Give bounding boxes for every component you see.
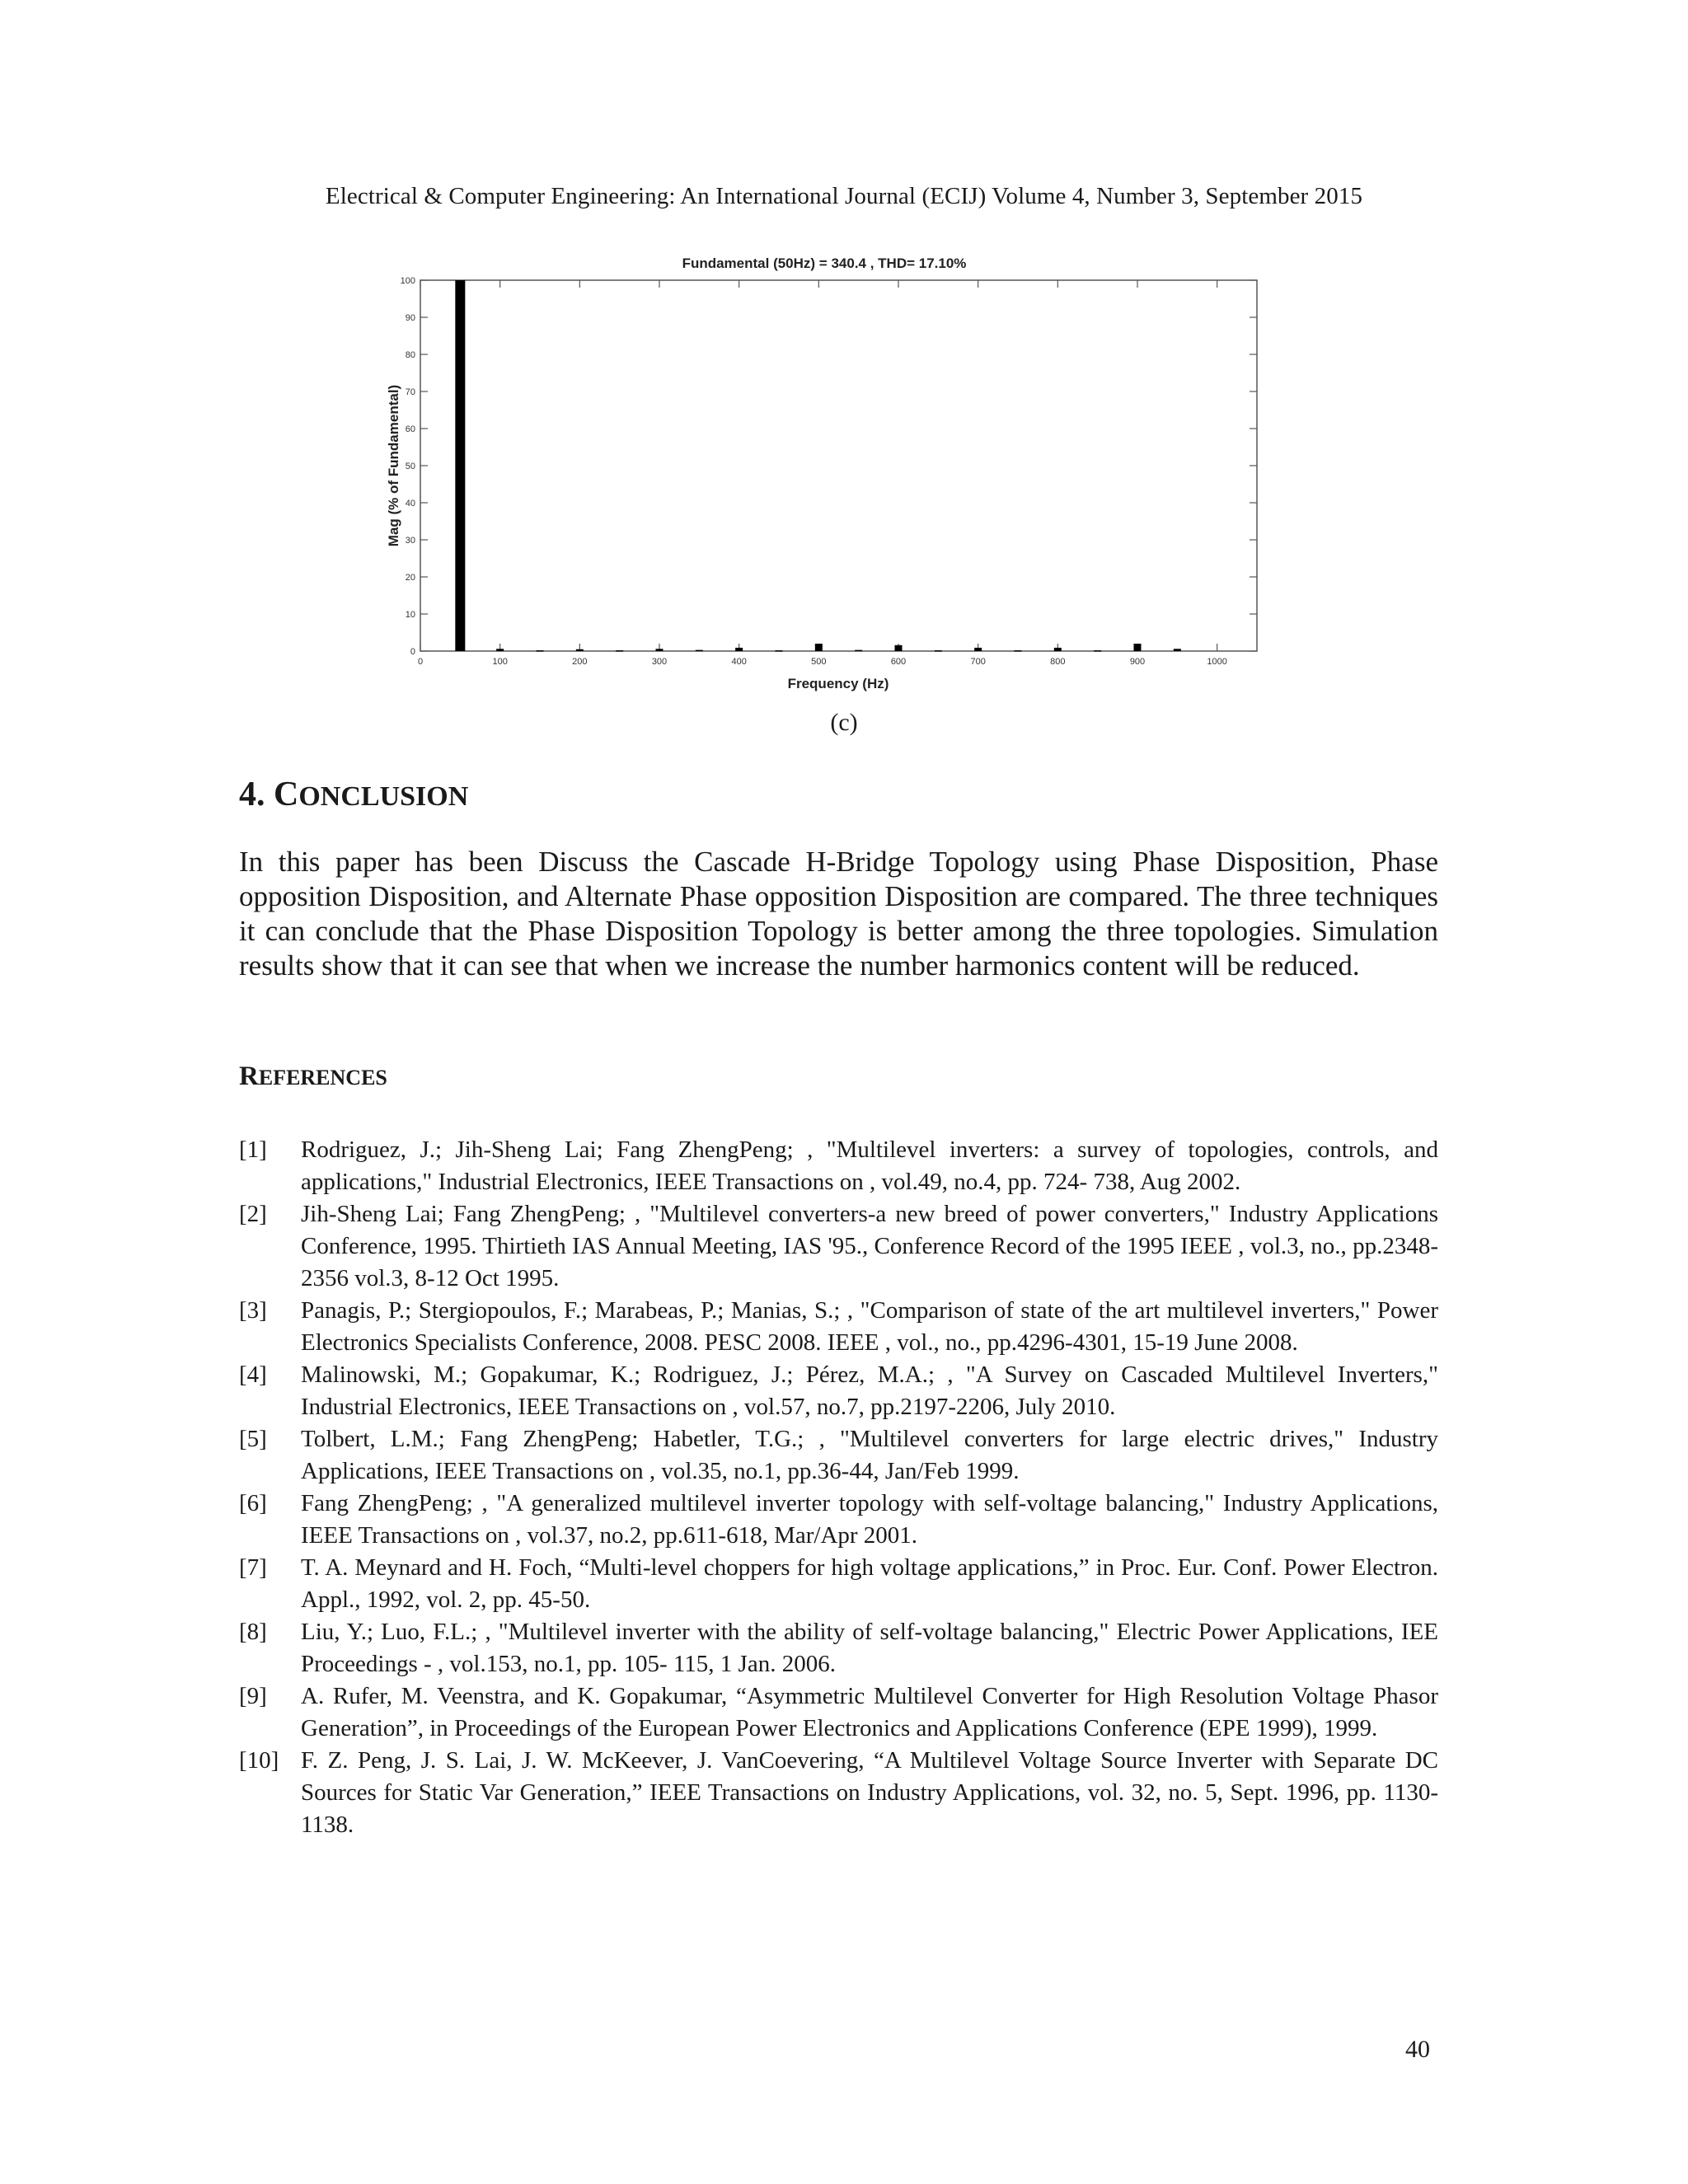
spectrum-bar: [974, 648, 982, 651]
spectrum-bar: [1094, 650, 1101, 652]
harmonic-spectrum-figure: [375, 247, 1323, 709]
spectrum-bar: [935, 650, 942, 652]
spectrum-bar: [656, 649, 663, 651]
spectrum-bar: [1015, 650, 1022, 652]
y-axis-label: Mag (% of Fundamental): [386, 384, 401, 547]
reference-number: [8]: [239, 1619, 267, 1645]
y-tick-label: 50: [405, 462, 415, 471]
reference-number: [10]: [239, 1747, 279, 1774]
references-title-first-letter: R: [239, 1062, 259, 1091]
journal-header: Electrical & Computer Engineering: An International Journal (ECIJ) Volume 4, Number 3, September 2015: [325, 183, 1363, 209]
x-tick-label: 400: [731, 657, 747, 667]
plot-frame: [420, 280, 1257, 651]
x-tick-label: 1000: [1207, 657, 1227, 667]
data-bars: [455, 280, 1180, 652]
references-heading: [239, 1062, 387, 1092]
y-tick-label: 40: [405, 499, 415, 509]
reference-item: [239, 1295, 1438, 1359]
y-tick-label: 90: [405, 313, 415, 323]
section-heading-conclusion: [239, 775, 468, 814]
spectrum-bar: [496, 649, 504, 651]
reference-text: Malinowski, M.; Gopakumar, K.; Rodriguez, J.; Pérez, M.A.; , "A Survey on Cascaded Multilevel Inverters," Industrial Electronics, IEEE Transactions on , vol.57, no.7, pp.2197-2206, July 2010.: [301, 1361, 1438, 1420]
spectrum-bar: [1134, 644, 1142, 651]
y-tick-label: 100: [400, 276, 415, 286]
page-number: 40: [1405, 2036, 1430, 2063]
x-tick-label: 100: [492, 657, 508, 667]
reference-item: [239, 1745, 1438, 1841]
reference-number: [6]: [239, 1490, 267, 1516]
reference-text: Panagis, P.; Stergiopoulos, F.; Marabeas, P.; Manias, S.; , "Comparison of state of the art multilevel inverters," Power Electronics Specialists Conference, 2008. PESC 2008. IEEE , vol., no., pp.4296-4301, 15-19 June 2008.: [301, 1297, 1438, 1356]
spectrum-bar: [1054, 648, 1062, 651]
reference-text: Rodriguez, J.; Jih-Sheng Lai; Fang ZhengPeng; , "Multilevel inverters: a survey of topologies, controls, and applications," Industrial Electronics, IEEE Transactions on , vol.49, no.4, pp. 724- 738, Aug 2002.: [301, 1137, 1438, 1195]
x-tick-label: 600: [890, 657, 907, 667]
x-tick-label: 900: [1129, 657, 1146, 667]
spectrum-bar: [815, 644, 823, 651]
reference-item: [239, 1423, 1438, 1488]
figure-caption: (c): [830, 709, 858, 736]
reference-text: Jih-Sheng Lai; Fang ZhengPeng; , "Multilevel converters-a new breed of power converters," Industry Applications Conference, 1995. Thirtieth IAS Annual Meeting, IAS '95., Conference Record of the 1995 IEEE , vol.3, no., pp.2348-2356 vol.3, 8-12 Oct 1995.: [301, 1201, 1438, 1291]
reference-number: [2]: [239, 1201, 267, 1227]
reference-item: [239, 1616, 1438, 1680]
reference-text: Fang ZhengPeng; , "A generalized multilevel inverter topology with self-voltage balancing," Industry Applications, IEEE Transactions on , vol.37, no.2, pp.611-618, Mar/Apr 2001.: [301, 1490, 1438, 1549]
reference-item: [239, 1134, 1438, 1198]
references-list: [239, 1134, 1438, 1841]
y-tick-label: 10: [405, 610, 415, 620]
spectrum-bar: [537, 650, 544, 652]
section-title-rest: ONCLUSION: [298, 781, 469, 812]
conclusion-paragraph: In this paper has been Discuss the Cascade H-Bridge Topology using Phase Disposition, Phase opposition Disposition, and Alternate Phase opposition Disposition are compared. The three techniques it can conclude that the Phase Disposition Topology is better among the three topologies. Simulation results show that it can see that when we increase the number harmonics content will be reduced.: [239, 846, 1438, 982]
section-number: 4.: [239, 776, 265, 813]
reference-item: [239, 1488, 1438, 1552]
y-tick-label: 80: [405, 350, 415, 360]
y-tick-label: 70: [405, 387, 415, 397]
x-tick-label: 200: [572, 657, 588, 667]
reference-text: F. Z. Peng, J. S. Lai, J. W. McKeever, J. VanCoevering, “A Multilevel Voltage Source Inverter with Separate DC Sources for Static Var Generation,” IEEE Transactions on Industry Applications, vol. 32, no. 5, Sept. 1996, pp. 1130-1138.: [301, 1747, 1438, 1838]
references-title-rest: EFERENCES: [258, 1066, 387, 1090]
x-axis-label: Frequency (Hz): [787, 676, 889, 691]
x-tick-label: 700: [970, 657, 986, 667]
reference-number: [4]: [239, 1361, 267, 1388]
reference-text: A. Rufer, M. Veenstra, and K. Gopakumar, “Asymmetric Multilevel Converter for High Resolution Voltage Phasor Generation”, in Proceedings of the European Power Electronics and Applications Conference (EPE 1999), 1999.: [301, 1683, 1438, 1741]
spectrum-bar: [455, 280, 465, 651]
y-tick-label: 30: [405, 536, 415, 546]
axis-ticks: [401, 276, 1257, 667]
reference-text: Tolbert, L.M.; Fang ZhengPeng; Habetler, T.G.; , "Multilevel converters for large electric drives," Industry Applications, IEEE Transactions on , vol.35, no.1, pp.36-44, Jan/Feb 1999.: [301, 1426, 1438, 1484]
reference-item: [239, 1198, 1438, 1295]
reference-number: [7]: [239, 1554, 267, 1581]
spectrum-bar: [776, 650, 783, 652]
spectrum-bar: [616, 650, 623, 652]
x-tick-label: 300: [651, 657, 668, 667]
reference-item: [239, 1359, 1438, 1423]
x-tick-label: 0: [417, 657, 424, 667]
reference-number: [5]: [239, 1426, 267, 1452]
reference-text: Liu, Y.; Luo, F.L.; , "Multilevel inverter with the ability of self-voltage balancing," Electric Power Applications, IEE Proceedings - , vol.153, no.1, pp. 105- 115, 1 Jan. 2006.: [301, 1619, 1438, 1677]
spectrum-bar: [696, 650, 703, 652]
spectrum-bar: [895, 645, 903, 651]
spectrum-bar: [855, 650, 862, 652]
reference-number: [9]: [239, 1683, 267, 1709]
section-title-first-letter: C: [274, 776, 299, 813]
reference-item: [239, 1680, 1438, 1745]
x-tick-label: 800: [1050, 657, 1066, 667]
y-tick-label: 20: [405, 573, 415, 583]
x-tick-label: 500: [811, 657, 827, 667]
y-tick-label: 0: [410, 647, 415, 657]
harmonic-spectrum-chart: [375, 247, 1323, 709]
chart-title: Fundamental (50Hz) = 340.4 , THD= 17.10%: [682, 255, 967, 271]
reference-text: T. A. Meynard and H. Foch, “Multi-level choppers for high voltage applications,” in Proc. Eur. Conf. Power Electron. Appl., 1992, vol. 2, pp. 45-50.: [301, 1554, 1438, 1613]
reference-item: [239, 1552, 1438, 1616]
y-tick-label: 60: [405, 424, 415, 434]
reference-number: [3]: [239, 1297, 267, 1324]
spectrum-bar: [735, 648, 743, 651]
spectrum-bar: [576, 649, 584, 651]
spectrum-bar: [1174, 649, 1181, 651]
reference-number: [1]: [239, 1137, 267, 1163]
